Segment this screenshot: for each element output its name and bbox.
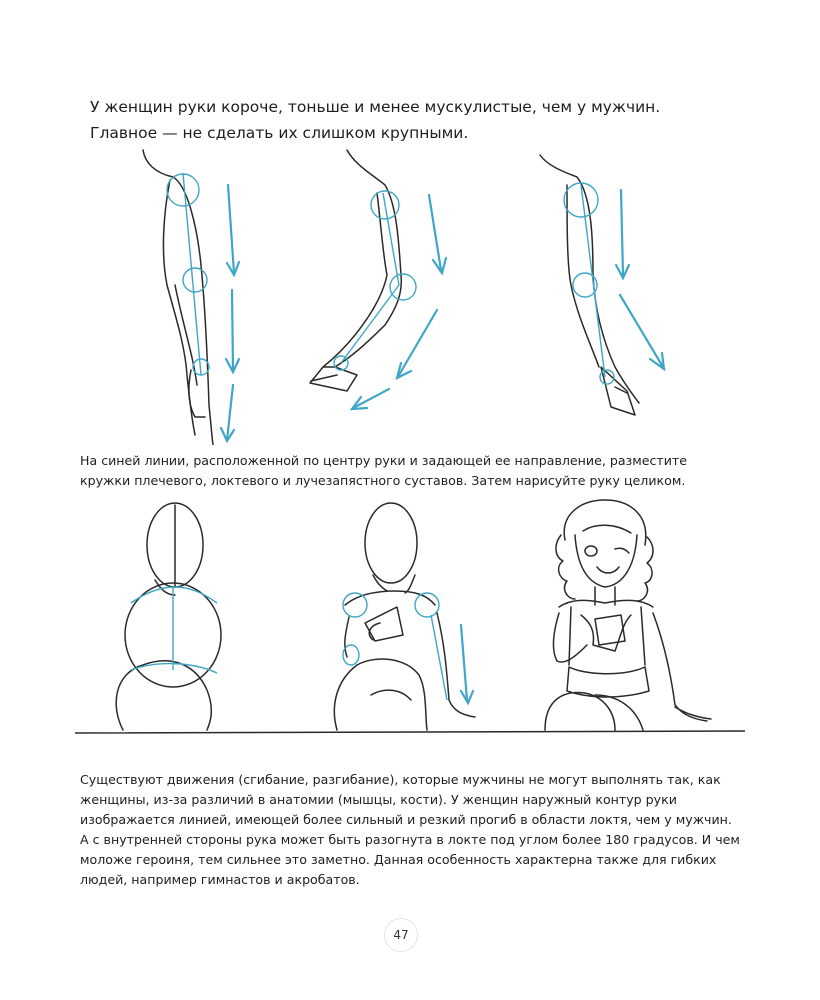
arm-sketch-angled: [540, 155, 664, 415]
figure-stage-construction: [334, 503, 475, 730]
figure-stage-finished: [545, 500, 711, 730]
seated-figure-illustration: [75, 495, 745, 765]
arm-sketch-straight: [143, 150, 239, 445]
figure-stage-shapes: [116, 503, 221, 730]
arm-construction-illustration: [115, 145, 725, 445]
page-number: 47: [384, 918, 418, 952]
arm-sketch-bent: [310, 150, 446, 409]
intro-paragraph: У женщин руки короче, тоньше и менее мускулистые, чем у мужчин. Главное — не сделать их слишком крупными.: [90, 98, 661, 142]
construction-caption: На синей линии, расположенной по центру руки и задающей ее направление, разместите кружки плечевого, локтевого и лучезапястного суставов. Затем нарисуйте руку целиком.: [80, 453, 688, 488]
anatomy-paragraph: Существуют движения (сгибание, разгибание), которые мужчины не могут выполнять так, как женщины, из-за различий в анатомии (мышцы, кости). У женщин наружный контур руки изображается линией, имеющей более сильный и резкий прогиб в области локтя, чем у мужчин. А с внутренней стороны рука может быть разогнута в локте под углом более 180 градусов. И чем моложе героиня, тем сильнее это заметно. Данная особенность характерна также для гибких людей, например гимнастов и акробатов.: [80, 772, 740, 887]
